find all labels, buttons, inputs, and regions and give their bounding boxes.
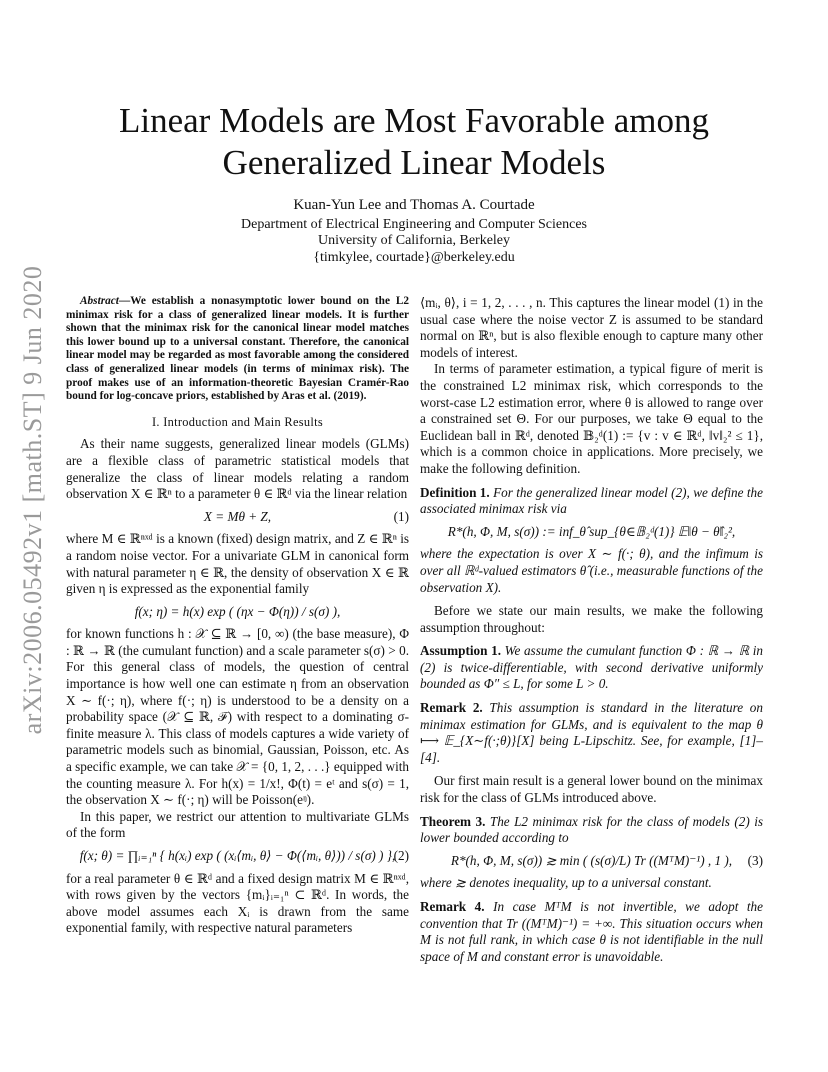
intro-paragraph-3: for known functions h : 𝒳 ⊆ ℝ → [0, ∞) (the base measure), Φ : ℝ → ℝ (the cumulant function) and a scale parameter s(σ) > 0. For this general class of models, the question of central importance is how well one can estimate η from an observation X ∼ f(·; η), where f(·; η) is understood to be a density on a probability space (𝒳 ⊆ ℝ, ℱ) with respect to a dominating σ-finite measure λ. This class of models captures a wide variety of parametric models such as binomial, Gaussian, Poisson, etc. As a specific example, we can take 𝒳 = {0, 1, 2, . . .} equipped with the counting measure λ. For h(x) = 1/x!, Φ(t) = eᵗ and s(σ) = 1, the observation X ∼ f(·; η) will be Poisson(eᵑ). xyxy=(66,626,409,808)
title-line-2: Generalized Linear Models xyxy=(222,143,606,182)
definition-1-label: Definition 1. xyxy=(420,484,490,500)
author-block xyxy=(160,197,668,266)
right-paragraph-2: In terms of parameter estimation, a typical figure of merit is the constrained L2 minimax risk, which corresponds to the worst-case L2 estimation error, where θ is allowed to range over a constrained set Θ. For our purposes, we take Θ equal to the Euclidean ball in ℝᵈ, denoted 𝔹₂ᵈ(1) := {v : v ∈ ℝᵈ, ‖v‖₂² ≤ 1}, which is a common choice in applications. More precisely, we make the following definition. xyxy=(420,361,763,476)
paper-title xyxy=(100,100,728,184)
equation-family-body: f(x; η) = h(x) exp ( (ηx − Φ(η)) / s(σ) ), xyxy=(134,603,341,619)
abstract-label: Abstract xyxy=(80,295,119,307)
right-paragraph-1: ⟨mᵢ, θ⟩, i = 1, 2, . . . , n. This captures the linear model (1) in the usual case where the noise vector Z is assumed to be standard normal on ℝⁿ, but is also flexible enough to capture many other models of interest. xyxy=(420,295,763,360)
left-column xyxy=(66,295,409,937)
equation-1-body: X = Mθ + Z, xyxy=(203,508,272,524)
author-names: Kuan-Yun Lee and Thomas A. Courtade xyxy=(293,197,535,213)
remark-2 xyxy=(420,700,763,766)
section-heading: I. Introduction and Main Results xyxy=(152,414,323,429)
intro-paragraph-4: In this paper, we restrict our attention to multivariate GLMs of the form xyxy=(66,808,409,841)
equation-minimax-body: R*(h, Φ, M, s(σ)) := inf_θ̂ sup_{θ∈𝔹₂ᵈ(1)} 𝔼‖θ − θ̂‖₂², xyxy=(447,523,736,539)
equation-2-body: f(x; θ) = ∏ᵢ₌₁ⁿ { h(xᵢ) exp ( (xᵢ⟨mᵢ, θ⟩ − Φ(⟨mᵢ, θ⟩)) / s(σ) ) }, xyxy=(79,848,396,863)
theorem-3 xyxy=(420,814,763,847)
equation-3-body: R*(h, Φ, M, s(σ)) ≳ min ( (s(σ)/L) Tr ((MᵀM)⁻¹) , 1 ), xyxy=(450,852,733,868)
definition-1-text: For the generalized linear model (2), we define the associated minimax risk via xyxy=(420,484,763,517)
definition-1-continuation: where the expectation is over X ∼ f(·; θ), and the infimum is over all ℝᵈ-valued estimators θ̂ (i.e., measurable functions of the observation X). xyxy=(420,546,763,595)
assumption-1 xyxy=(420,643,763,693)
equation-3-number: (3) xyxy=(747,852,763,868)
right-paragraph-3: Before we state our main results, we make the following assumption throughout: xyxy=(420,603,763,635)
assumption-1-label: Assumption 1. xyxy=(420,643,501,659)
abstract xyxy=(66,295,409,404)
intro-paragraph-5: for a real parameter θ ∈ ℝᵈ and a fixed design matrix M ∈ ℝⁿˣᵈ, with rows given by the vectors {mᵢ}ᵢ₌₁ⁿ ⊂ ℝᵈ. In words, the above model assumes each Xᵢ is drawn from the same exponential family, with respective natural parameters xyxy=(66,870,409,936)
affiliation-university: University of California, Berkeley xyxy=(317,233,511,248)
assumption-1-text: We assume the cumulant function Φ : ℝ → ℝ in (2) is twice-differentiable, with second derivative uniformly bounded as Φ″ ≤ L, for some L > 0. xyxy=(420,643,763,692)
right-paragraph-4: Our first main result is a general lower bound on the minimax risk for the class of GLMs introduced above. xyxy=(420,773,763,806)
definition-1 xyxy=(420,485,763,518)
intro-paragraph-2: where M ∈ ℝⁿˣᵈ is a known (fixed) design matrix, and Z ∈ ℝⁿ is a random noise vector. For a univariate GLM in canonical form with natural parameter η ∈ ℝ, the density of observation X ∈ ℝ given η is expressed as the exponential family xyxy=(66,531,409,597)
title-line-1: Linear Models are Most Favorable among xyxy=(119,101,709,140)
abstract-text: —We establish a nonasymptotic lower bound on the L2 minimax risk for a class of generalized linear models. It is further shown that the minimax risk for the canonical linear model matches this lower bound up to a universal constant. Therefore, the canonical linear model may be regarded as most favorable among the considered class of generalized linear models (in terms of minimax risk). The proof makes use of an information-theoretic Bayesian Cramér-Rao bound for log-concave priors, established by Aras et al. (2019). xyxy=(66,295,409,403)
remark-2-label: Remark 2. xyxy=(420,700,483,716)
remark-4 xyxy=(420,899,763,965)
theorem-3-label: Theorem 3. xyxy=(420,813,486,829)
remark-2-text: This assumption is standard in the literature on minimax estimation for GLMs, and is equivalent to the map θ ⟼ 𝔼_{X∼f(·;θ)}[X] being L-Lipschitz. See, for example, [1]–[4]. xyxy=(420,700,763,765)
equation-2 xyxy=(66,848,409,865)
affiliation-department: Department of Electrical Engineering and Computer Sciences xyxy=(241,216,587,232)
arxiv-identifier: arXiv:2006.05492v1 [math.ST] 9 Jun 2020 xyxy=(18,265,47,735)
equation-2-number: (2) xyxy=(393,848,409,863)
equation-exponential-family xyxy=(66,604,409,621)
right-column xyxy=(420,295,763,965)
equation-minimax-risk xyxy=(420,524,763,541)
remark-4-label: Remark 4. xyxy=(420,899,485,914)
theorem-3-text: The L2 minimax risk for the class of models (2) is lower bounded according to xyxy=(420,813,764,846)
remark-4-text: In case MᵀM is not invertible, we adopt the convention that Tr ((MᵀM)⁻¹) = +∞. This situation occurs when M is not full rank, in which case θ is not identifiable in the null space of M and constant error is unavoidable. xyxy=(420,899,764,964)
arxiv-watermark xyxy=(15,250,51,750)
equation-1 xyxy=(66,509,409,526)
author-emails: {timkylee, courtade}@berkeley.edu xyxy=(313,249,515,265)
equation-3 xyxy=(420,853,763,870)
theorem-3-continuation: where ≳ denotes inequality, up to a universal constant. xyxy=(420,875,712,891)
intro-paragraph-1: As their name suggests, generalized linear models (GLMs) are a flexible class of parametric statistical models that generalize the class of linear models relating a random observation X ∈ ℝⁿ to a parameter θ ∈ ℝᵈ via the linear relation xyxy=(66,436,409,502)
equation-1-number: (1) xyxy=(393,508,409,524)
